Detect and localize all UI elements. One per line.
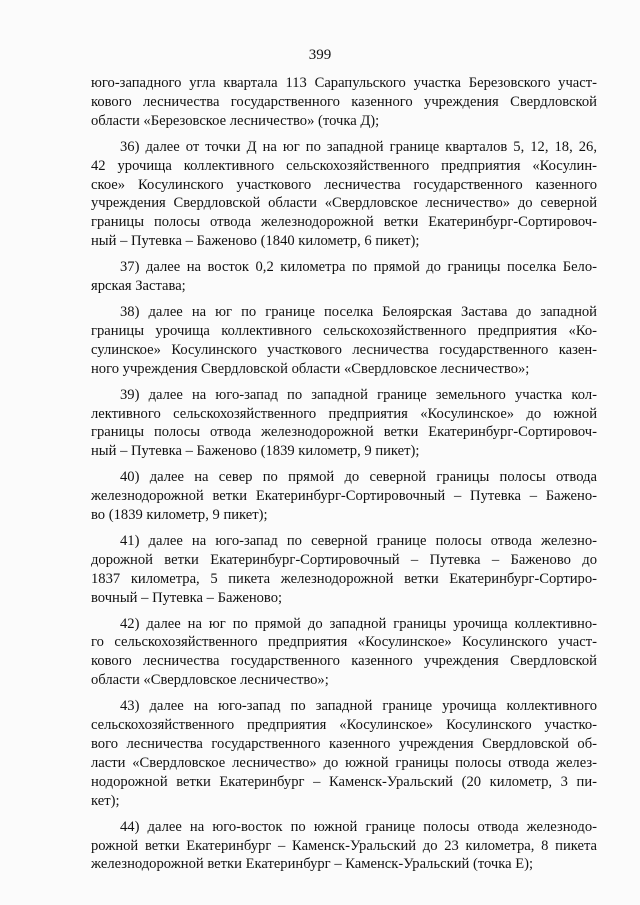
text-line: ярская Застава; [91,278,186,295]
paragraph-p41 [91,532,597,608]
text-line: го сельскохозяйственного предприятия «Косулинское» Косулинского участ- [91,634,597,651]
text-line: 37) далее на восток 0,2 километра по прямой до границы поселка Бело- [120,259,597,276]
text-line: 42) далее на юг по прямой до западной границы урочища коллективно- [120,615,597,632]
text-line: границы полосы отвода железнодорожной ветки Екатеринбург-Сортировоч- [91,424,597,441]
paragraph-p39 [91,386,597,462]
text-line: 38) далее на юг по границе поселка Белоярская Застава до западной [120,303,597,320]
text-line: 42 урочища коллективного сельскохозяйственного предприятия «Косулин- [91,157,597,174]
text-line: вого лесничества государственного казенного учреждения Свердловской об- [91,736,597,752]
text-line: сулинское» Косулинского участкового лесничества государственного казен- [91,341,597,358]
paragraph-p42 [91,615,597,691]
text-line: ный – Путевка – Баженово (1839 километр, 9 пикет); [91,443,420,460]
text-line: во (1839 километр, 9 пикет); [91,507,268,524]
text-line: ское» Косулинского участкового лесничества государственного казенного [91,176,597,193]
text-line: рожной ветки Екатеринбург – Каменск-Уральский до 23 километра, 8 пикета [91,837,597,854]
text-line: области «Березовское лесничество» (точка Д); [91,112,380,129]
text-line: учреждения Свердловской области «Свердловское лесничество» до северной [91,195,597,212]
text-line: железнодорожной ветки Екатеринбург – Каменск-Уральский (точка Е); [91,856,534,873]
text-line: сельскохозяйственного предприятия «Косулинское» Косулинского участко- [91,717,597,734]
text-line: 39) далее на юго-запад по западной границе земельного участка кол- [120,386,597,403]
paragraph-p40 [91,468,597,525]
text-line: 1837 километра, 5 пикета железнодорожной ветки Екатеринбург-Сортиро- [91,570,597,587]
text-line: 41) далее на юго-запад по северной границе полосы отвода железно- [120,532,597,549]
document-body [91,74,597,881]
text-line: границы полосы отвода железнодорожной ветки Екатеринбург-Сортировоч- [91,214,597,231]
text-line: ласти «Свердловское лесничество» до южной границы полосы отвода желез- [91,754,597,771]
paragraph-p38 [91,303,597,379]
paragraph-p0 [91,74,597,131]
paragraph-p36 [91,138,597,251]
text-line: лективного сельскохозяйственного предприятия «Косулинское» до южной [91,405,597,422]
text-line: кового лесничества государственного казенного учреждения Свердловской [91,653,597,670]
text-line: вочный – Путевка – Баженово; [91,589,283,606]
text-line: 36) далее от точки Д на юг по западной границе кварталов 5, 12, 18, 26, [120,138,597,155]
text-line: дорожной ветки Екатеринбург-Сортировочный – Путевка – Баженово до [91,551,597,568]
text-line: железнодорожной ветки Екатеринбург-Сортировочный – Путевка – Бажено- [91,488,597,505]
text-line: 44) далее на юго-восток по южной границе полосы отвода железнодо- [120,818,597,835]
paragraph-p44 [91,818,597,875]
text-line: области «Свердловское лесничество»; [91,672,329,689]
text-line: нодорожной ветки Екатеринбург – Каменск-Уральский (20 километр, 3 пи- [91,773,597,790]
paragraph-p43 [91,697,597,810]
text-line: ный – Путевка – Баженово (1840 километр, 6 пикет); [91,233,420,250]
text-line: кет); [91,792,120,809]
text-line: кового лесничества государственного казенного учреждения Свердловской [91,93,597,110]
page-number: 399 [308,47,332,63]
paragraph-p37 [91,258,597,296]
text-line: границы урочища коллективного сельскохозяйственного предприятия «Ко- [91,322,597,339]
text-line: 43) далее на юго-запад по западной границе урочища коллективного [120,698,597,715]
text-line: 40) далее на север по прямой до северной границы полосы отвода [120,469,597,486]
text-line: ного учреждения Свердловской области «Свердловское лесничество»; [91,360,530,377]
text-line: юго-западного угла квартала 113 Сарапульского участка Березовского участ- [91,75,597,91]
